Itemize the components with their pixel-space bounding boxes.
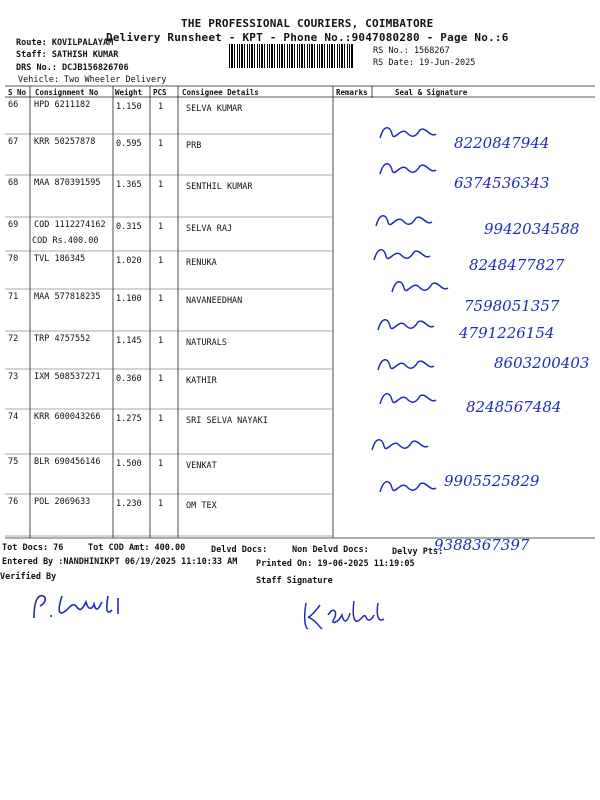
row-weight: 0.315 [116, 222, 142, 232]
signature-squiggle [380, 128, 436, 138]
row-weight: 1.365 [116, 180, 142, 190]
row-sno: 66 [8, 100, 19, 110]
total-cod: Tot COD Amt: 400.00 [88, 543, 186, 553]
row-consignment-no: TVL 186345 [34, 254, 86, 264]
row-weight: 1.100 [116, 294, 142, 304]
signature-squiggle [380, 394, 436, 404]
row-pcs: 1 [158, 499, 164, 509]
handwritten-phone: 8248477827 [469, 256, 565, 274]
row-pcs: 1 [158, 256, 164, 266]
row-sno: 71 [8, 292, 19, 302]
company-title: THE PROFESSIONAL COURIERS, COIMBATORE [181, 17, 434, 30]
row-sno: 74 [8, 412, 19, 422]
row-consignee-name: PRB [186, 141, 202, 151]
row-pcs: 1 [158, 222, 164, 232]
row-consignment-no: COD 1112274162 [34, 220, 106, 230]
row-consignment-no: IXM 508537271 [34, 372, 101, 382]
rs-number: RS No.: 1568267 [373, 46, 450, 56]
total-docs: Tot Docs: 76 [2, 543, 64, 553]
row-pcs: 1 [158, 336, 164, 346]
row-weight: 1.150 [116, 102, 142, 112]
row-sno: 67 [8, 137, 19, 147]
row-cod-amount: COD Rs.400.00 [32, 236, 99, 246]
row-pcs: 1 [158, 294, 164, 304]
staff-label: Staff: SATHISH KUMAR [16, 50, 119, 60]
handwritten-phone: 8248567484 [466, 398, 562, 416]
verifier-signature [28, 588, 138, 628]
handwritten-phone: 8603200403 [494, 354, 590, 372]
row-weight: 0.595 [116, 139, 142, 149]
handwritten-phone: 9388367397 [434, 536, 530, 554]
runsheet-title: Delivery Runsheet - KPT - Phone No.:9047080280 - Page No.:6 [106, 31, 509, 44]
signature-squiggle [378, 360, 434, 370]
row-weight: 1.500 [116, 459, 142, 469]
row-pcs: 1 [158, 180, 164, 190]
row-consignee-name: OM TEX [186, 501, 217, 511]
signature-squiggle [378, 320, 434, 330]
col-weight: Weight [115, 88, 143, 97]
signature-squiggle [372, 440, 428, 450]
row-consignment-no: KRR 50257878 [34, 137, 96, 147]
row-pcs: 1 [158, 459, 164, 469]
route-label: Route: KOVILPALAYAM [16, 38, 114, 48]
row-consignee-name: SELVA RAJ [186, 224, 233, 234]
printed-on: Printed On: 19-06-2025 11:19:05 [256, 559, 415, 569]
non-delivered-docs: Non Delvd Docs: [292, 545, 369, 555]
signature-squiggle [380, 164, 436, 174]
col-seal-signature: Seal & Signature [395, 88, 468, 97]
handwritten-phone: 8220847944 [454, 134, 550, 152]
col-pcs: PCS [153, 88, 167, 97]
vehicle-label: Vehicle: Two Wheeler Delivery [18, 75, 167, 85]
row-consignment-no: MAA 870391595 [34, 178, 101, 188]
delivery-points: Delvy Pts: [392, 547, 444, 557]
row-pcs: 1 [158, 102, 164, 112]
rs-date: RS Date: 19-Jun-2025 [373, 58, 476, 68]
row-consignment-no: MAA 577818235 [34, 292, 101, 302]
handwritten-phone: 4791226154 [459, 324, 555, 342]
staff-signature-label: Staff Signature [256, 576, 333, 586]
entered-by: Entered By :NANDHINIKPT 06/19/2025 11:10:33 AM [2, 557, 238, 567]
row-consignment-no: POL 2069633 [34, 497, 91, 507]
row-weight: 1.020 [116, 256, 142, 266]
signature-squiggle [380, 482, 436, 492]
row-consignment-no: KRR 600043266 [34, 412, 101, 422]
row-weight: 0.360 [116, 374, 142, 384]
row-sno: 73 [8, 372, 19, 382]
verified-by-label: Verified By [0, 572, 57, 582]
row-consignee-name: SRI SELVA NAYAKI [186, 416, 268, 426]
row-consignment-no: TRP 4757552 [34, 334, 91, 344]
row-consignee-name: SENTHIL KUMAR [186, 182, 253, 192]
col-remarks: Remarks [336, 88, 368, 97]
row-pcs: 1 [158, 374, 164, 384]
row-sno: 69 [8, 220, 19, 230]
signature-squiggle [392, 282, 448, 292]
row-consignee-name: NAVANEEDHAN [186, 296, 243, 306]
row-sno: 76 [8, 497, 19, 507]
handwritten-phone: 9905525829 [444, 472, 540, 490]
row-consignee-name: SELVA KUMAR [186, 104, 243, 114]
row-consignment-no: HPD 6211182 [34, 100, 91, 110]
handwritten-phone: 7598051357 [464, 297, 560, 315]
row-sno: 75 [8, 457, 19, 467]
row-pcs: 1 [158, 414, 164, 424]
row-weight: 1.145 [116, 336, 142, 346]
delivered-docs: Delvd Docs: [211, 545, 268, 555]
row-consignee-name: KATHIR [186, 376, 217, 386]
row-sno: 72 [8, 334, 19, 344]
col-sno: S No [8, 88, 27, 97]
signature-squiggle [376, 216, 432, 226]
handwritten-phone: 9942034588 [484, 220, 580, 238]
row-consignee-name: NATURALS [186, 338, 227, 348]
row-weight: 1.230 [116, 499, 142, 509]
row-weight: 1.275 [116, 414, 142, 424]
row-consignee-name: RENUKA [186, 258, 217, 268]
row-pcs: 1 [158, 139, 164, 149]
row-consignment-no: BLR 690456146 [34, 457, 101, 467]
col-consignment: Consignment No [35, 88, 99, 97]
drs-number: DRS No.: DCJB156826706 [16, 63, 129, 73]
handwritten-phone: 6374536343 [454, 174, 550, 192]
signature-squiggle [374, 250, 430, 260]
row-sno: 68 [8, 178, 19, 188]
col-consignee: Consignee Details [182, 88, 259, 97]
staff-signature [300, 595, 390, 635]
barcode [229, 44, 354, 68]
row-consignee-name: VENKAT [186, 461, 217, 471]
row-sno: 70 [8, 254, 19, 264]
